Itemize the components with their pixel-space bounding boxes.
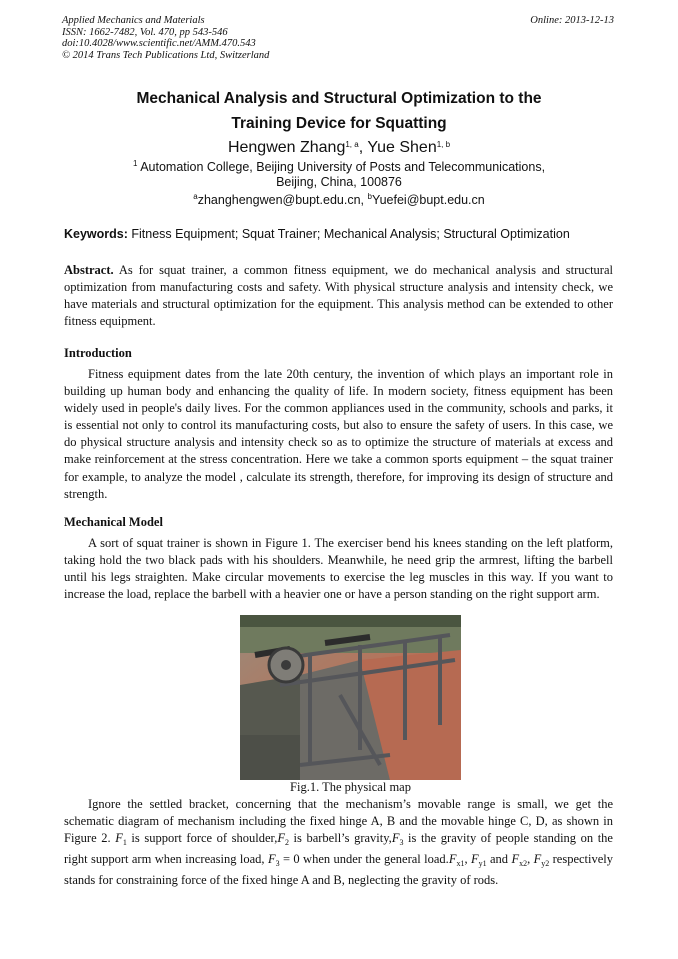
symbol-fx1: [448, 852, 465, 869]
symbol-f3: [267, 852, 280, 869]
journal-header: [62, 15, 269, 61]
email-sup: b: [367, 192, 372, 201]
paper-title-line2: Training Device for Squatting: [231, 115, 447, 132]
keywords-text: Fitness Equipment; Squat Trainer; Mechanical Analysis; Structural Optimization: [127, 227, 570, 241]
keywords-label: Keywords:: [64, 227, 128, 241]
affiliation-line: Automation College, Beijing University of Posts and Telecommunications,: [140, 160, 546, 174]
email-link[interactable]: zhanghengwen@bupt.edu.cn: [197, 193, 361, 207]
symbol-f3: [391, 831, 404, 848]
section-heading-mechanical-model: Mechanical Model: [64, 515, 163, 529]
symbol: F: [448, 852, 457, 867]
symbol: F: [115, 831, 123, 846]
email-sup: a: [193, 192, 198, 201]
section-heading-introduction: Introduction: [64, 346, 132, 360]
abstract: [64, 262, 613, 330]
symbol-f2: [277, 831, 289, 848]
squat-trainer-photo: [240, 615, 461, 780]
punctuation: ,: [464, 852, 471, 867]
subscript: 3: [275, 859, 280, 869]
symbol-fy1: [470, 852, 487, 869]
author-list: [60, 139, 618, 157]
paragraph-text: is the gravity of people standing on the right support arm when increasing load,: [64, 831, 613, 867]
affiliation: [60, 156, 618, 190]
symbol: F: [277, 831, 285, 846]
journal-name: Applied Mechanics and Materials: [62, 15, 205, 26]
author-name: Yue Shen: [367, 139, 437, 156]
punctuation: ,: [527, 852, 534, 867]
paragraph-text: when under the general load.: [299, 852, 449, 867]
affiliation-line: Beijing, China, 100876: [276, 175, 402, 189]
journal-doi: doi:10.4028/www.scientific.net/AMM.470.543: [62, 38, 256, 49]
symbol: F: [267, 852, 276, 867]
equation-text: = 0: [279, 852, 300, 867]
paragraph-text: and: [486, 852, 512, 867]
symbol-f1: [115, 831, 127, 848]
paragraph-text: respectively stands for constraining force of the fixed hinge A and B, neglecting the gravity of rods.: [64, 852, 614, 888]
author-name: Hengwen Zhang: [227, 139, 346, 156]
email-separator: ,: [360, 193, 368, 207]
paragraph-text: Ignore the settled bracket, concerning that the mechanism’s movable range is small, we get the schematic diagram of mechanism including the fixed hinge A, B and the movable hinge C, D, as shown in Figure 2.: [64, 797, 613, 846]
symbol-fx2: [511, 852, 528, 869]
abstract-label: Abstract.: [64, 263, 114, 277]
model-paragraph: A sort of squat trainer is shown in Figure 1. The exerciser bend his knees standing on the left platform, taking hold the two black pads with his shoulders. Meanwhile, he need grip the armrest, lifting the barbell until his legs straighten. Make circular movements to exercise the leg muscles in this way. If you want to increase the load, replace the barbell with a heavier one or have a person standing on the right support arm.: [64, 536, 613, 602]
symbol: F: [391, 831, 400, 846]
paper-title-line1: Mechanical Analysis and Structural Optimization to the: [136, 90, 542, 107]
subscript: 1: [122, 838, 127, 848]
paragraph-text: is barbell’s gravity,: [288, 831, 392, 846]
figure-caption: Fig.1. The physical map: [290, 780, 411, 794]
model-paragraph-2: [64, 796, 613, 889]
symbol: F: [533, 852, 542, 867]
subscript: x2: [519, 859, 528, 869]
paragraph-text: is support force of shoulder,: [126, 831, 278, 846]
symbol-fy2: [533, 852, 550, 869]
introduction-paragraph: Fitness equipment dates from the late 20th century, the invention of which plays an important role in building up human body and enhancing the quality of life. In modern society, fitness equipment has been widely used in people's daily lives. For the common appliances used in the community, schools and parks, it is essential not only to control its manufacturing costs, but also to ensure the safety of users. In this case, we do physical structure analysis and intensity check so as to optimize the structure of materials at excess and make reinforcement at the stress concentration. Here we take a common sports equipment – the squat trainer for example, to analyze the model , calculate its strength, therefore, for improving its design of structure and strength.: [64, 367, 613, 501]
author-separator: ,: [358, 139, 368, 156]
subscript: x1: [456, 859, 465, 869]
author-sup: 1, b: [436, 140, 451, 149]
author-emails: [60, 192, 618, 207]
abstract-text: As for squat trainer, a common fitness equipment, we do mechanical analysis and structural optimization from manufacturing costs and safety. With physical structure analysis and intensity check, we have materials and structural optimization for the equipment. This analysis method can be extended to other fitness equipment.: [64, 263, 613, 329]
affiliation-sup: 1: [132, 159, 138, 168]
subscript: y2: [541, 859, 550, 869]
keywords: [64, 227, 616, 241]
subscript: 2: [284, 838, 289, 848]
symbol: F: [470, 852, 479, 867]
online-date: Online: 2013-12-13: [530, 15, 614, 26]
journal-issn: ISSN: 1662-7482, Vol. 470, pp 543-546: [62, 26, 228, 38]
journal-copyright: © 2014 Trans Tech Publications Ltd, Switzerland: [62, 49, 270, 61]
subscript: 3: [399, 838, 404, 848]
email-link[interactable]: Yuefei@bupt.edu.cn: [371, 193, 485, 207]
symbol: F: [511, 852, 520, 867]
author-sup: 1, a: [345, 140, 359, 149]
subscript: y1: [478, 859, 487, 869]
